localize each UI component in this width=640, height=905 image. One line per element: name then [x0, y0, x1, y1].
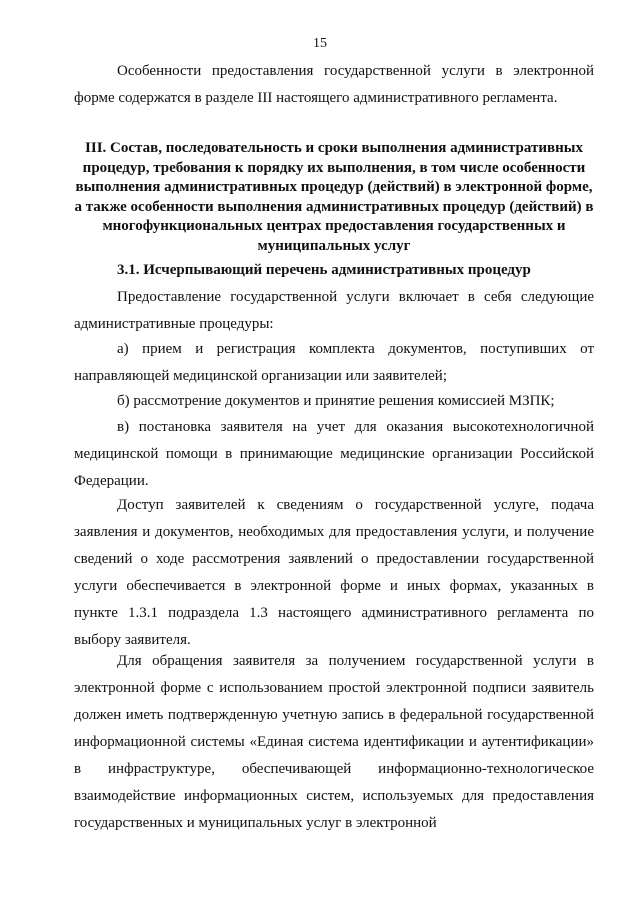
subsection-heading: 3.1. Исчерпывающий перечень административных процедур [117, 262, 531, 278]
list-item-c: в) постановка заявителя на учет для оказания высокотехнологичной медицинской помощи в принимающие медицинские организации Российской Федерации. [74, 419, 594, 489]
list-item-a: а) прием и регистрация комплекта документов, поступивших от направляющей медицинской организации или заявителей; [74, 341, 594, 384]
list-item-b: б) рассмотрение документов и принятие решения комиссией МЗПК; [117, 393, 555, 409]
procedures-intro-paragraph: Предоставление государственной услуги включает в себя следующие административные процедуры: [74, 289, 594, 332]
section-heading: III. Состав, последовательность и сроки выполнения административных процедур, требования к порядку их выполнения, в том числе особенности выполнения административных процедур (действий) в электронной форме, а также особенности выполнения административных процедур (действий) в многофункциональных центрах предоставления государственных и муниципальных услуг [74, 140, 594, 254]
intro-paragraph: Особенности предоставления государственной услуги в электронной форме содержатся в разделе III настоящего административного регламента. [74, 63, 594, 106]
access-paragraph: Доступ заявителей к сведениям о государственной услуге, подача заявления и документов, необходимых для предоставления услуги, и получение сведений о ходе рассмотрения заявлений о предоставлении государственной услуги обеспечивается в электронной форме и иных формах, указанных в пункте 1.3.1 подраздела 1.3 настоящего административного регламента по выбору заявителя. [74, 497, 594, 648]
esign-paragraph: Для обращения заявителя за получением государственной услуги в электронной форме с использованием простой электронной подписи заявитель должен иметь подтвержденную учетную запись в федеральной государственной информационной системы «Единая система идентификации и аутентификации» в инфраструктуре, обеспечивающей информационно-технологическое взаимодействие информационных систем, используемых для предоставления государственных и муниципальных услуг в электронной [74, 653, 594, 831]
page-number: 15 [313, 36, 327, 51]
